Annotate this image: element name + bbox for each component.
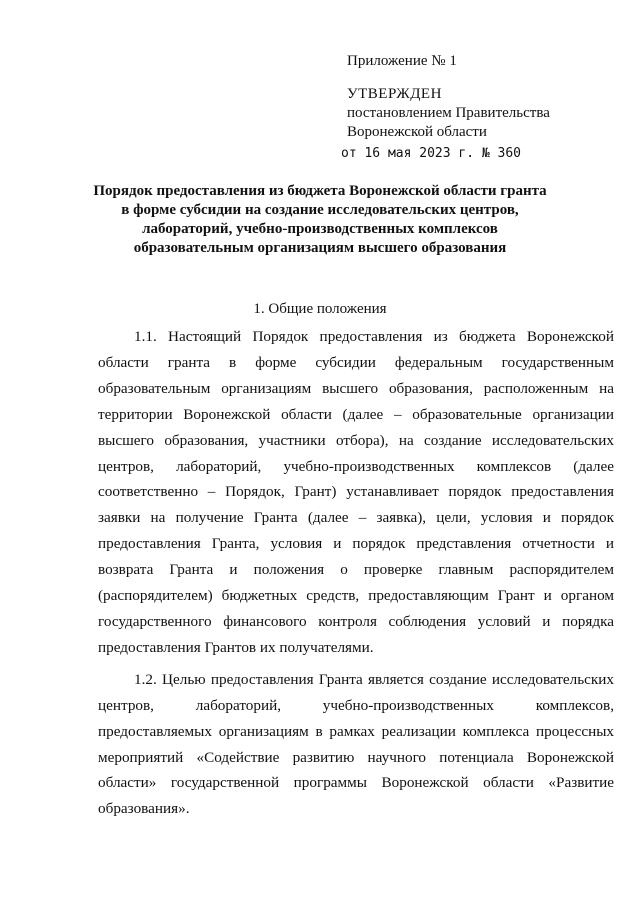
annex-label: Приложение № 1: [347, 53, 457, 69]
approval-region-line: Воронежской области: [347, 124, 487, 140]
document-title: Порядок предоставления из бюджета Воронежской области гранта в форме субсидии на создание исследовательских центров, лабораторий, учебно-производственных комплексов образовательным организациям высшего образования: [93, 183, 547, 256]
approval-block: [341, 52, 627, 163]
paragraph-1-1: 1.1. Настоящий Порядок предоставления из бюджета Воронежской области гранта в форме субсидии федеральным государственным образовательным организациям высшего образования, расположенным на территории Воронежской области (далее – образовательные организации высшего образования, участники отбора), на создание исследовательских центров, лабораторий, учебно-производственных комплексов (далее соответственно – Порядок, Грант) устанавливает порядок предоставления заявки на получение Гранта (далее – заявка), цели, условия и порядок предоставления Гранта, условия и порядок представления отчетности и возврата Гранта и положения о проверке главным распорядителем (распорядителем) бюджетных средств, предоставляющим Грант и органом государственного финансового контроля соблюдения условий и порядка предоставления Грантов их получателями.: [98, 328, 614, 656]
approval-date-number: от 16 мая 2023 г. № 360: [341, 146, 522, 161]
document-body: [98, 324, 614, 828]
section-heading: 1. Общие положения: [253, 301, 387, 317]
approved-stamp-text: УТВЕРЖДЕН: [347, 86, 442, 102]
paragraph-1-2: 1.2. Целью предоставления Гранта является создание исследовательских центров, лабораторий, учебно-производственных комплексов, предоставляемых организациям в рамках реализации комплекса процессных мероприятий «Содействие развитию научного потенциала Воронежской области» государственной программы Воронежской области «Развитие образования».: [98, 670, 614, 818]
approval-resolution-line: постановлением Правительства: [347, 105, 550, 121]
